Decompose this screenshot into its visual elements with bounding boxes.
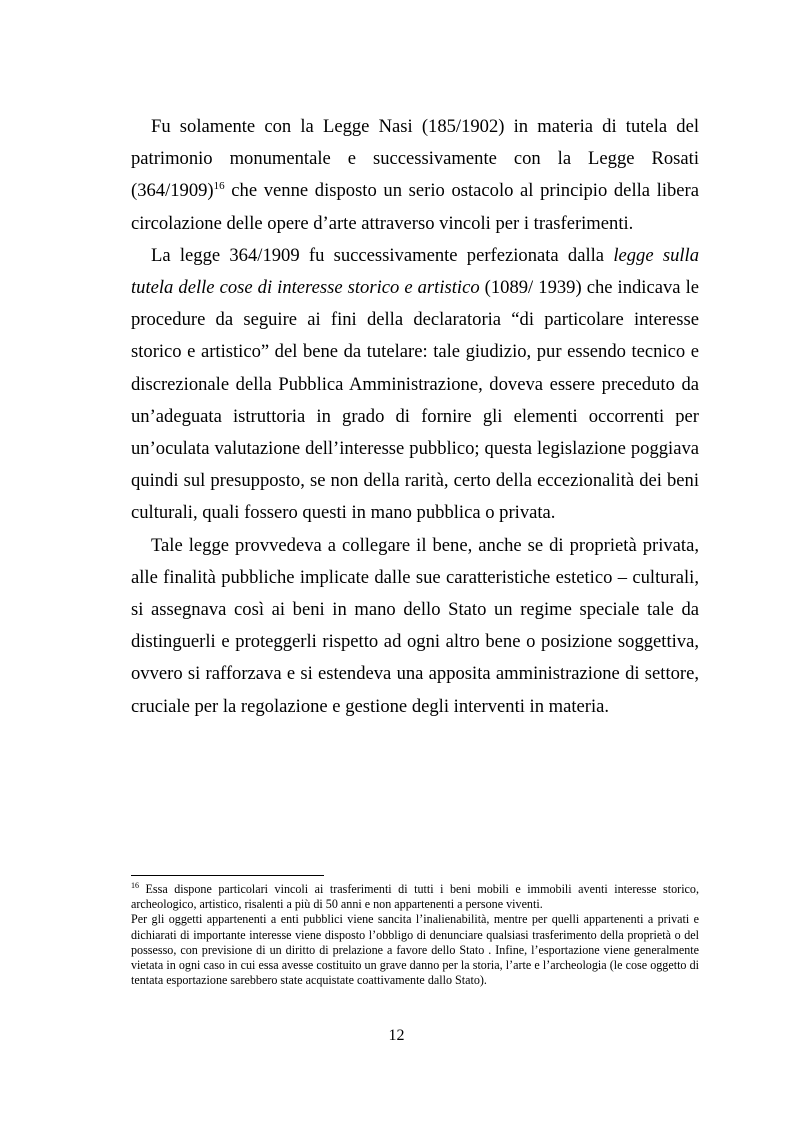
paragraph-1-text-start: Fu solamente con la Legge Nasi (185/1902) in materia di tutela del patrimonio monumentale e successivamente con la Legge Rosati (364/1909) bbox=[131, 116, 699, 202]
footnote-16 bbox=[131, 882, 699, 988]
paragraph-1 bbox=[131, 111, 699, 240]
footnote-16-second-paragraph: Per gli oggetti appartenenti a enti pubblici viene sancita l’inalienabilità, mentre per quelli appartenenti a privati e dichiarati di importante interesse viene disposto l’obbligo di denunciare qualsiasi trasferimento della proprietà o del possesso, con previsione di un diritto di prelazione a favore dello Stato . Infine, l’esportazione viene generalmente vietata in ogni caso in cui essa avesse costituito un grave danno per la storia, l’arte e l’archeologia (le cose oggetto di tentata esportazione sarebbero state acquistate coattivamente dallo Stato). bbox=[131, 912, 699, 988]
footnote-reference[interactable]: 16 bbox=[213, 180, 225, 193]
footnote-16-text: Essa dispone particolari vincoli ai trasferimenti di tutti i beni mobili e immobili aventi interesse storico, archeologico, artistico, risalenti a più di 50 anni e non appartenenti a persone viventi. bbox=[131, 882, 699, 912]
body-text bbox=[131, 111, 699, 723]
law-title-italic: legge sulla tutela delle cose di interesse storico e artistico bbox=[131, 244, 700, 299]
paragraph-2 bbox=[131, 240, 699, 530]
paragraph-2-text-end: (1089/ 1939) che indicava le procedure da seguire ai fini della declaratoria “di particolare interesse storico e artistico” del bene da tutelare: tale giudizio, pur essendo tecnico e discrezionale della Pubblica Amministrazione, doveva essere preceduto da un’adeguata istruttoria in grado di fornire gli elementi occorrenti per un’oculata valutazione dell’interesse pubblico; questa legislazione poggiava quindi sul presupposto, se non della rarità, certo della eccezionalità dei beni culturali, quali fossero questi in mano pubblica o privata. bbox=[131, 277, 699, 524]
paragraph-1-text-end: che venne disposto un serio ostacolo al principio della libera circolazione delle opere d’arte attraverso vincoli per i trasferimenti. bbox=[131, 180, 699, 234]
page-number: 12 bbox=[388, 1027, 405, 1044]
footnote-16-first-paragraph bbox=[131, 882, 699, 912]
paragraph-2-text-start: La legge 364/1909 fu successivamente perfezionata dalla bbox=[151, 244, 614, 266]
paragraph-3: Tale legge provvedeva a collegare il bene, anche se di proprietà privata, alle finalità pubbliche implicate dalle sue caratteristiche estetico – culturali, si assegnava così ai beni in mano dello Stato un regime speciale tale da distinguerli e proteggerli rispetto ad ogni altro bene o posizione soggettiva, ovvero si rafforzava e si estendeva una apposita amministrazione di settore, cruciale per la regolazione e gestione degli interventi in materia. bbox=[131, 534, 699, 717]
footnote-number: 16 bbox=[131, 880, 139, 890]
footnote-separator bbox=[131, 875, 324, 876]
